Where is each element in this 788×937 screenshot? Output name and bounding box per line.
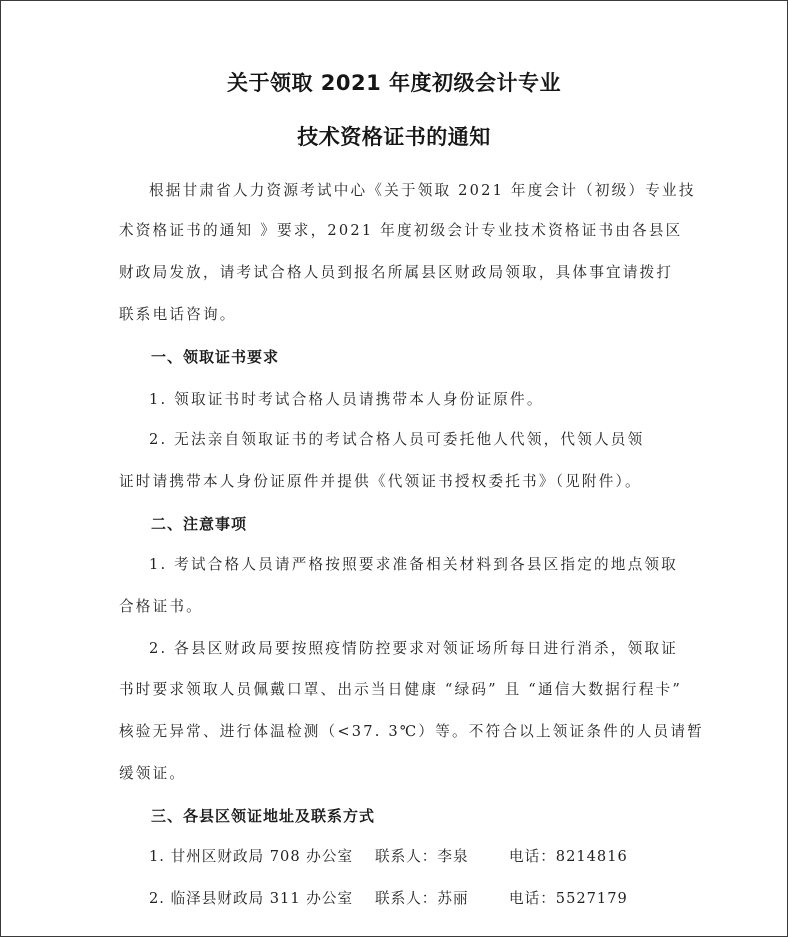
section-1-item-2-line-1: 2. 无法亲自领取证书的考试合格人员可委托他人代领，代领人员领 [149,431,645,448]
intro-line-3: 财政局发放，请考试合格人员到报名所属县区财政局领取，具体事宜请拨打 [119,264,674,281]
intro-line-4: 联系电话咨询。 [119,306,237,323]
document-title-line-1: 关于领取 2021 年度初级会计专业 [226,71,562,95]
section-2-item-2-line-2: 书时要求领取人员佩戴口罩、出示当日健康 “绿码” 且 “通信大数据行程卡” [119,681,682,698]
contact-phone: 电话：8214816 [509,848,628,865]
contact-office: 2. 临泽县财政局 311 办公室 [149,890,354,907]
intro-line-1: 根据甘肃省人力资源考试中心《关于领取 2021 年度会计（初级）专业技 [149,182,696,199]
section-2-item-2-line-1: 2. 各县区财政局要按照疫情防控要求对领证场所每日进行消杀，领取证 [149,640,678,657]
contact-person: 联系人：苏丽 [375,890,469,907]
section-1-item-1: 1. 领取证书时考试合格人员请携带本人身份证原件。 [149,391,544,408]
section-2-item-2-line-4: 缓领证。 [119,765,187,782]
section-1-heading: 一、领取证书要求 [151,348,280,366]
document-title-line-2: 技术资格证书的通知 [297,125,491,149]
contact-person: 联系人：李泉 [375,848,469,865]
section-2-item-2-line-3: 核验无异常、进行体温检测（<37. 3℃）等。不符合以上领证条件的人员请暂 [119,723,704,740]
section-2-heading: 二、注意事项 [151,515,248,533]
section-2-item-1-line-1: 1. 考试合格人员请严格按照要求准备相关材料到各县区指定的地点领取 [149,556,678,573]
contact-office: 1. 甘州区财政局 708 办公室 [149,848,354,865]
section-1-item-2-line-2: 证时请携带本人身份证原件并提供《代领证书授权委托书》（见附件）。 [119,473,642,490]
section-2-item-1-line-2: 合格证书。 [119,598,203,615]
contact-phone: 电话：5527179 [509,890,628,907]
intro-line-2: 术资格证书的通知 》要求，2021 年度初级会计专业技术资格证书由各县区 [119,222,683,239]
section-3-heading: 三、各县区领证地址及联系方式 [151,807,376,825]
